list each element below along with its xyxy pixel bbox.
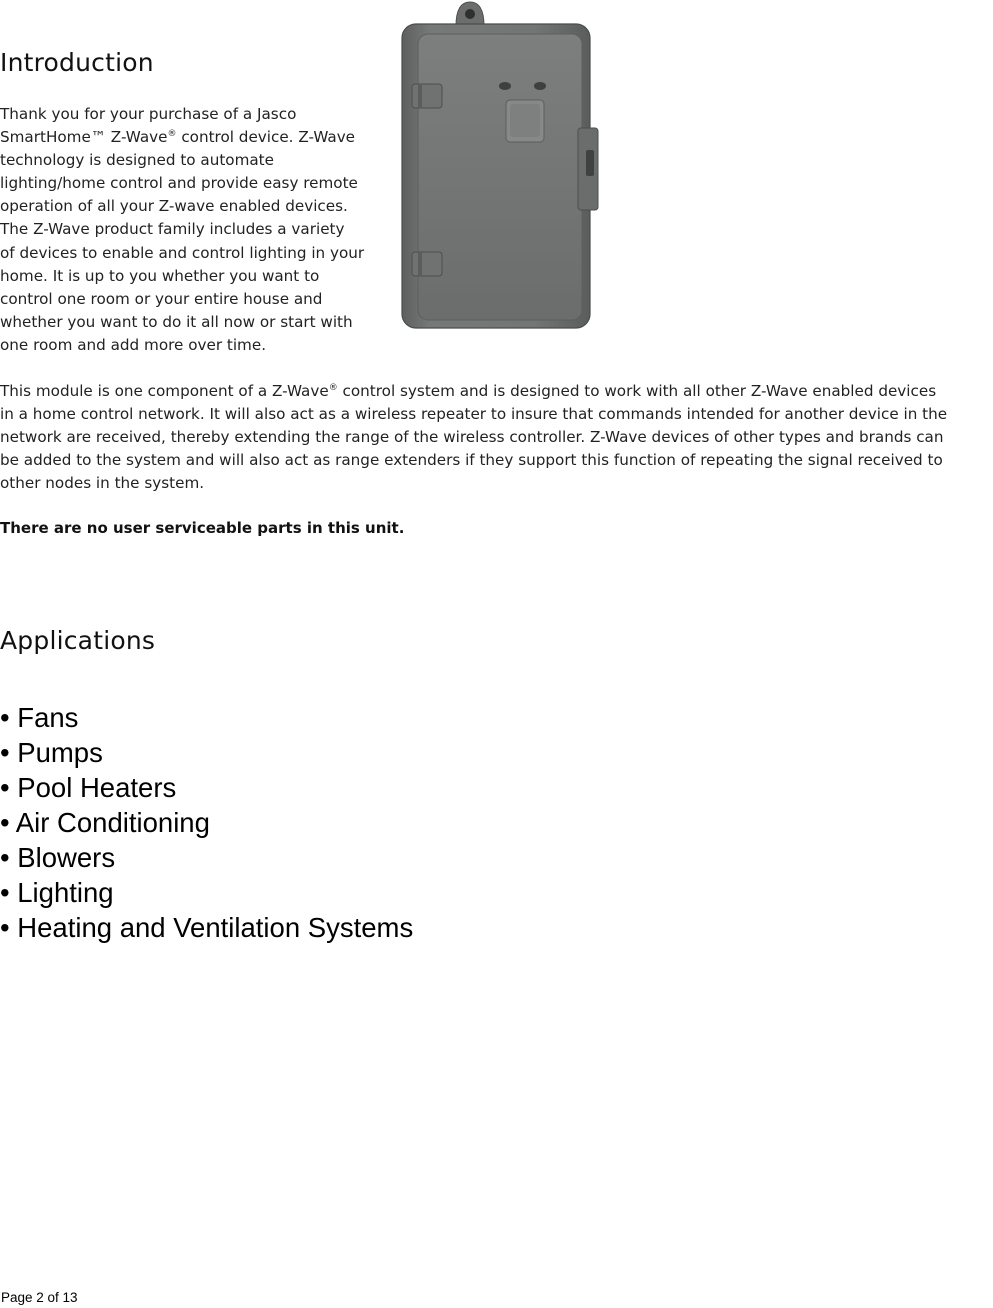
service-note: There are no user serviceable parts in this unit. <box>0 519 405 537</box>
module-line: other nodes in the system. <box>0 474 205 493</box>
intro-line: Thank you for your purchase of a Jasco <box>0 105 297 123</box>
intro-line: home. It is up to you whether you want to <box>0 266 320 285</box>
module-line: be added to the system and will also act as range extenders if they support this function of repeating the signal received to <box>0 451 943 470</box>
applications-heading: Applications <box>0 626 156 655</box>
introduction-paragraph <box>0 103 385 357</box>
module-line: This module is one component of a Z-Wave® control system and is designed to work with all other Z-Wave enabled devices <box>0 382 937 400</box>
intro-line: operation of all your Z-wave enabled devices. <box>0 197 348 216</box>
module-line: in a home control network. It will also act as a wireless repeater to insure that commands intended for another device in the <box>0 405 948 424</box>
list-item: • Air Conditioning <box>0 807 210 838</box>
intro-line: technology is designed to automate <box>0 151 274 170</box>
list-item: • Pumps <box>0 737 103 768</box>
intro-line: control one room or your entire house and <box>0 289 323 308</box>
intro-line: lighting/home control and provide easy remote <box>0 174 358 193</box>
introduction-heading: Introduction <box>0 48 154 77</box>
intro-line: one room and add more over time. <box>0 335 267 354</box>
list-item: • Heating and Ventilation Systems <box>0 912 414 943</box>
list-item: • Pool Heaters <box>0 772 177 803</box>
intro-line: whether you want to do it all now or start with <box>0 312 353 331</box>
intro-line: of devices to enable and control lighting in your <box>0 243 365 262</box>
list-item: • Fans <box>0 702 79 733</box>
module-description-paragraph <box>0 380 993 495</box>
enclosure-product-image <box>392 0 607 332</box>
module-line: network are received, thereby extending the range of the wireless controller. Z-Wave devices of other types and brands can <box>0 428 944 447</box>
list-item: • Blowers <box>0 842 116 873</box>
intro-line: SmartHome™ Z-Wave® control device. Z-Wave <box>0 128 356 147</box>
applications-list <box>0 700 413 945</box>
intro-line: The Z-Wave product family includes a variety <box>0 220 345 239</box>
list-item: • Lighting <box>0 877 114 908</box>
page-number: Page 2 of 13 <box>1 1290 78 1305</box>
